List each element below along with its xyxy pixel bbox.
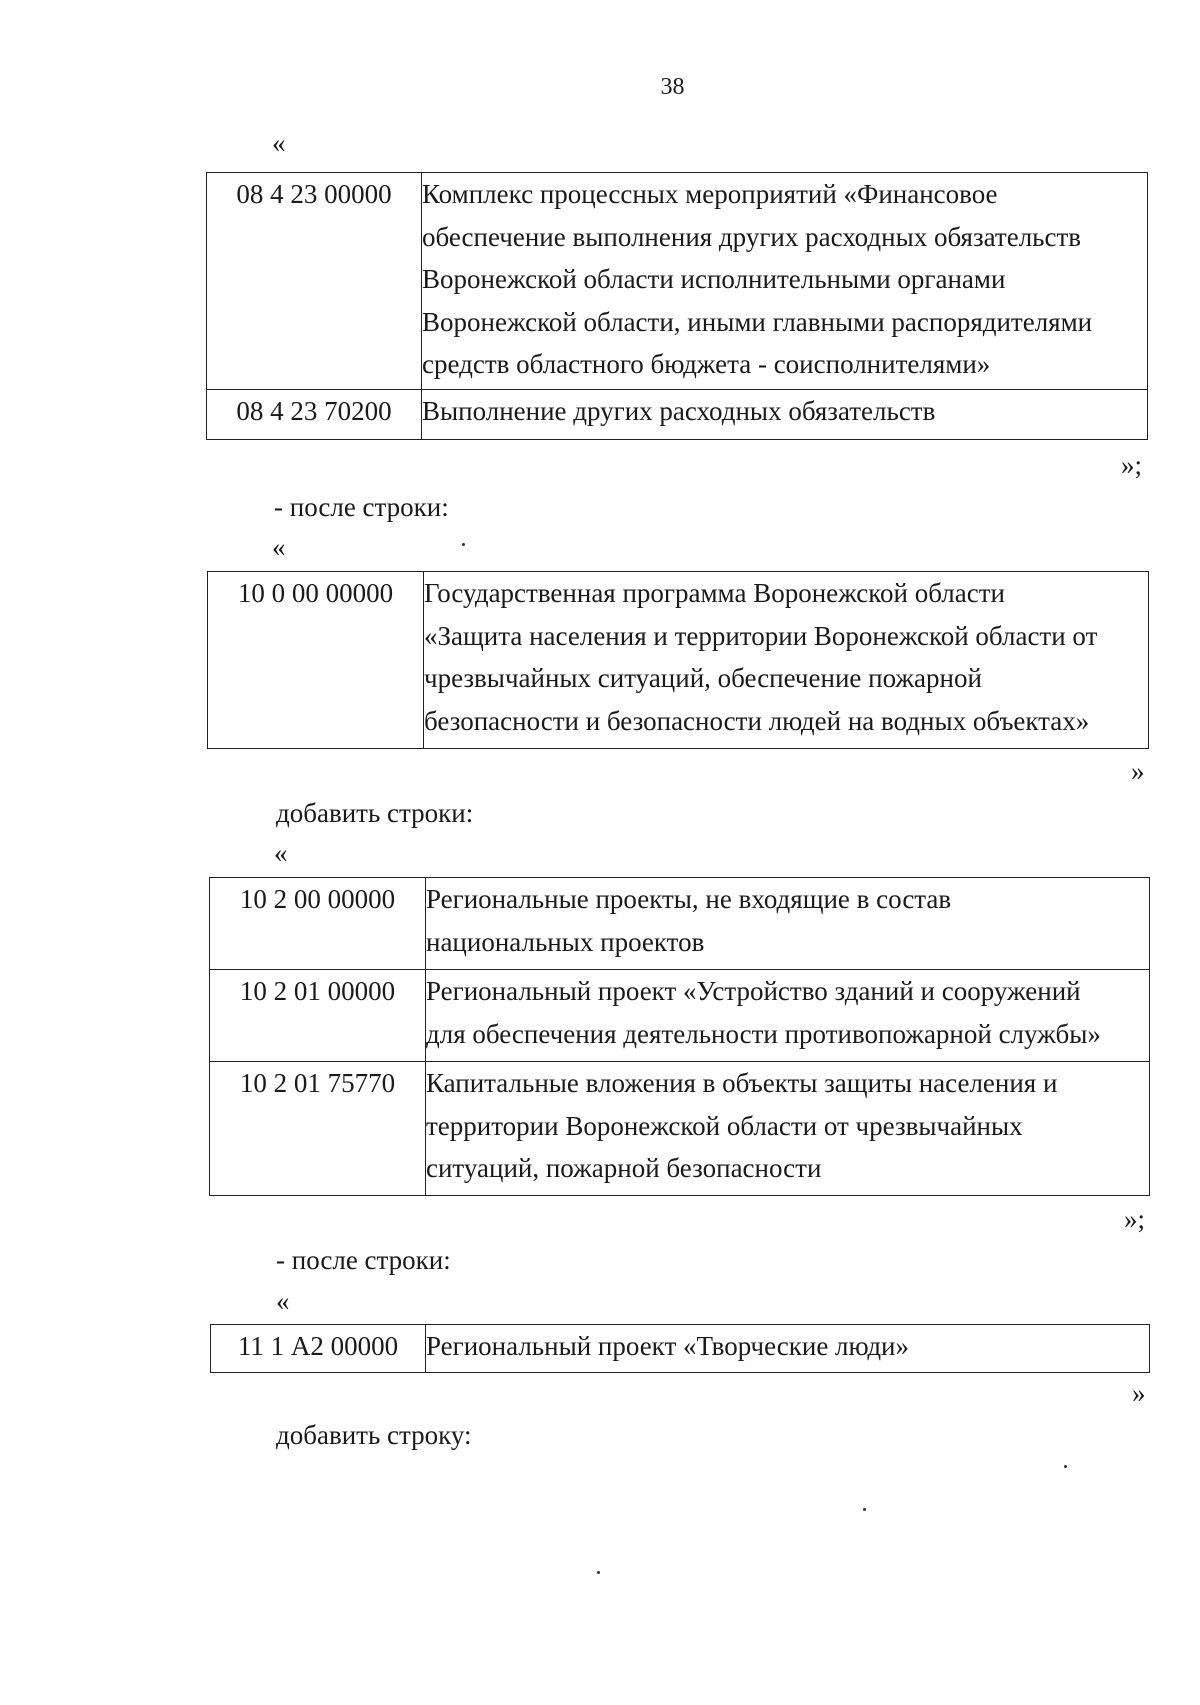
close-quote-2: » bbox=[1131, 756, 1145, 786]
description-line: Комплекс процессных мероприятий «Финансовое bbox=[422, 179, 998, 209]
description-line: Выполнение других расходных обязательств bbox=[422, 396, 936, 426]
code-cell bbox=[211, 1325, 426, 1373]
add-rows-label: добавить строки: bbox=[276, 798, 474, 828]
code-cell bbox=[210, 878, 426, 970]
description-line: территории Воронежской области от чрезвычайных bbox=[426, 1110, 1023, 1141]
table-row bbox=[211, 1325, 1150, 1373]
row-code: 10 2 01 00000 bbox=[239, 976, 396, 1006]
description-line: Воронежской области, иными главными распорядителями bbox=[422, 306, 1093, 337]
description-line: ситуаций, пожарной безопасности bbox=[426, 1153, 822, 1183]
after-row-label-1: - после строки: bbox=[274, 492, 449, 522]
description-line: безопасности и безопасности людей на водных объектах» bbox=[424, 705, 1090, 736]
row-code: 08 4 23 00000 bbox=[236, 179, 392, 209]
description-line: Государственная программа Воронежской области bbox=[424, 578, 1005, 608]
row-code: 10 0 00 00000 bbox=[237, 578, 394, 608]
description-cell bbox=[426, 878, 1150, 970]
table-2 bbox=[207, 571, 1149, 749]
after-row-label-2: - после строки: bbox=[276, 1245, 451, 1275]
table-row bbox=[207, 173, 1148, 390]
description-line: Воронежской области исполнительными органами bbox=[422, 264, 1006, 294]
close-quote-3: »; bbox=[1124, 1204, 1146, 1234]
open-quote-3: « bbox=[274, 838, 288, 868]
table-row bbox=[207, 390, 1148, 440]
description-line: национальных проектов bbox=[426, 926, 705, 957]
code-cell bbox=[210, 970, 426, 1062]
description-cell bbox=[426, 1325, 1150, 1373]
description-line: обеспечение выполнения других расходных обязательств bbox=[422, 221, 1082, 252]
page-number: 38 bbox=[660, 74, 685, 100]
open-quote-1: « bbox=[272, 128, 286, 158]
description-cell bbox=[426, 1062, 1150, 1196]
description-line: чрезвычайных ситуаций, обеспечение пожарной bbox=[424, 663, 982, 693]
code-cell bbox=[207, 390, 422, 440]
description-cell bbox=[422, 173, 1148, 390]
code-cell bbox=[210, 1062, 426, 1196]
table-row bbox=[208, 572, 1149, 749]
description-line: Региональный проект «Устройство зданий и сооружений bbox=[426, 976, 1081, 1006]
row-code: 11 1 А2 00000 bbox=[237, 1331, 399, 1361]
description-cell bbox=[424, 572, 1149, 749]
close-quote-4: » bbox=[1132, 1378, 1146, 1408]
description-line: Региональный проект «Творческие люди» bbox=[426, 1331, 910, 1361]
table-1 bbox=[206, 172, 1148, 440]
scan-speck bbox=[1064, 1465, 1067, 1468]
code-cell bbox=[208, 572, 424, 749]
add-row-label: добавить строку: bbox=[276, 1420, 472, 1450]
table-row bbox=[210, 1062, 1150, 1196]
table-3 bbox=[209, 877, 1150, 1196]
scan-speck bbox=[597, 1571, 600, 1574]
description-line: средств областного бюджета - соисполнителями» bbox=[422, 349, 991, 379]
row-code: 08 4 23 70200 bbox=[236, 396, 392, 426]
code-cell bbox=[207, 173, 422, 390]
row-code: 10 2 01 75770 bbox=[239, 1068, 396, 1098]
description-cell bbox=[426, 970, 1150, 1062]
row-code: 10 2 00 00000 bbox=[239, 884, 396, 914]
description-line: Капитальные вложения в объекты защиты населения и bbox=[426, 1068, 1058, 1098]
table-row bbox=[210, 970, 1150, 1062]
open-quote-2: « bbox=[272, 532, 286, 562]
description-line: для обеспечения деятельности противопожарной службы» bbox=[426, 1018, 1101, 1049]
close-quote-1: »; bbox=[1121, 450, 1143, 480]
open-quote-4: « bbox=[276, 1286, 290, 1316]
scan-speck bbox=[462, 543, 465, 546]
table-4 bbox=[210, 1324, 1150, 1373]
description-line: «Защита населения и территории Воронежской области от bbox=[424, 620, 1098, 651]
description-line: Региональные проекты, не входящие в состав bbox=[426, 884, 952, 914]
table-row bbox=[210, 878, 1150, 970]
description-cell bbox=[422, 390, 1148, 440]
scan-speck bbox=[863, 1508, 866, 1511]
